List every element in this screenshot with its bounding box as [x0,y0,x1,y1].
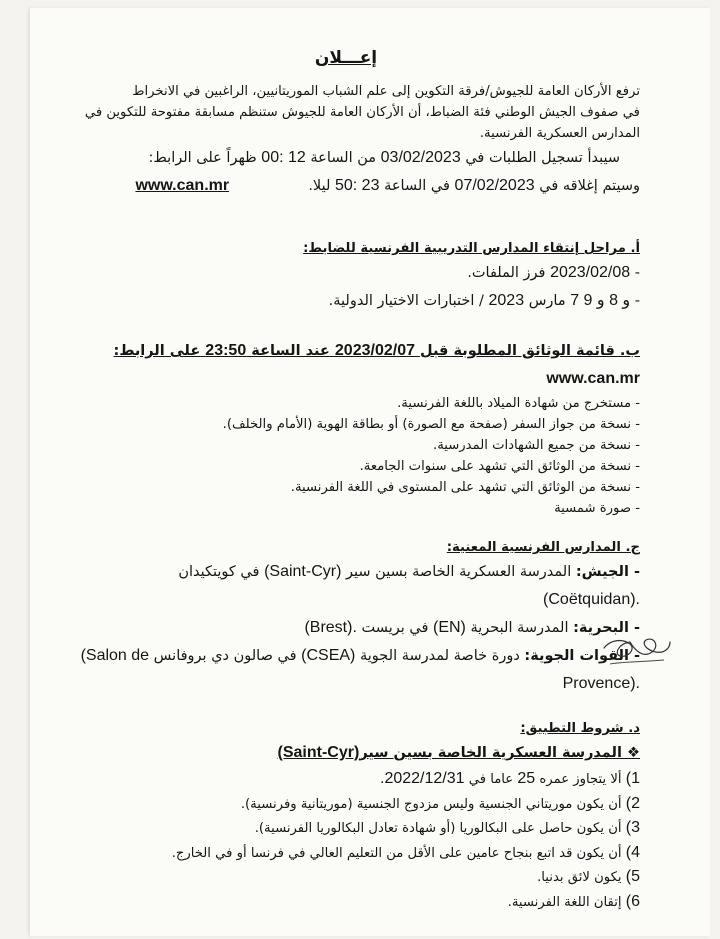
army-school [52,558,640,586]
item-text-2: عاما في [468,772,514,787]
test-description: / اختبارات الاختيار الدولية. [328,293,484,309]
army-place-latin: (Coëtquidan). [543,591,640,608]
section-c [52,537,640,698]
list-item [52,841,640,866]
section-c-heading: ج. المدارس الفرنسية المعنية: [446,540,640,555]
sorting-date: 2023/02/08 [550,264,631,281]
section-b [52,337,640,519]
army-label: - الجيش: [575,564,640,580]
registration-close [52,172,640,200]
navy-school [52,614,640,642]
air-latin: (CSEA) [301,647,356,664]
handwritten-signature [600,622,674,674]
navy-place: في بريست [361,620,429,636]
list-item [52,865,640,890]
reg-close-prefix: وسيتم إغلاقه في [539,178,640,194]
reg-close-time: 50: 23 [334,177,380,194]
air-label: - القوات الجوية: [524,648,640,664]
section-b-heading [52,337,640,365]
reg-start-date: 03/02/2023 [380,149,461,166]
sorting-text: فرز الملفات. [467,265,546,281]
reg-close-date: 07/02/2023 [454,177,535,194]
air-text: دورة خاصة لمدرسة الجوية [359,648,520,664]
registration-link[interactable]: www.can.mr [135,177,230,194]
item-text: أن يكون حاصل على البكالوريا (أو شهادة تعادل البكالوريا الفرنسية). [254,821,622,836]
list-item: - نسخة من الوثائق التي تشهد على المستوى في اللغة الفرنسية. [290,480,640,495]
section-a-heading: أ. مراحل إنتقاء المدارس التدريبية الفرنسية للضابط: [303,241,640,256]
item-number: 2) [625,794,640,812]
item-text: أن يكون موريتاني الجنسية وليس مزدوج الجنسية (موريتانية وفرنسية). [240,796,622,812]
army-text: المدرسة العسكرية الخاصة بسين سير [346,564,572,580]
intro-line-1: ترفع الأركان العامة للجيوش/فرقة التكوين إلى علم الشباب الموريتانيين، الراغبين في الانخراط [132,84,640,99]
item-number: 3) [625,819,640,836]
navy-place-latin: (Brest). [304,619,357,636]
reg-start-prefix: سيبدأ تسجيل الطلبات في [465,150,620,166]
sub-latin: (Saint-Cyr) [277,744,360,761]
test-days: 7 و 8 و 9 [570,292,631,309]
item-text: ألا يتجاوز عمره [539,772,622,787]
intro-line-2: في صفوف الجيش الوطني فئة الضباط، أن الأركان العامة للجيوش ستنظم مسابقة مفتوحة للتكوين في [84,105,640,120]
list-item: - نسخة من الوثائق التي تشهد على سنوات الجامعة. [359,459,640,474]
list-item [52,816,640,841]
page-title: إعـــلان [314,48,378,68]
army-place: في كويتكيدان [178,564,260,580]
reg-start-time: 00: 12 [261,149,306,166]
section-d-subheading [52,739,640,767]
item-number: 5) [625,868,640,885]
docs-heading-mid: عند الساعة [251,343,330,359]
section-d [52,718,640,914]
air-place: في صالون دي بروفانس [153,648,297,664]
age-date: 2022/12/31. [379,770,465,787]
docs-heading-prefix: ب. قائمة الوثائق المطلوبة قبل [420,343,640,359]
section-a [52,238,640,315]
item-text: إتقان اللغة الفرنسية. [507,894,622,910]
intro-paragraph [52,81,640,200]
reg-close-suffix: ليلا. [308,178,331,194]
item-text: يكون لائق بدنيا. [537,870,622,885]
documents-link[interactable]: www.can.mr [546,370,640,387]
list-item: - 7 و 8 و 9 مارس 2023 / اختبارات الاختيار الدولية. [328,292,640,309]
item-number: 4) [625,843,640,861]
item-number: 6) [625,892,640,910]
navy-text: المدرسة البحرية [470,620,569,636]
list-item [52,890,640,915]
reg-close-mid: في الساعة [384,178,450,194]
list-item: - صورة شمسية [554,501,640,516]
reg-start-mid: من الساعة [310,150,377,166]
air-place-latin-1: (Salon de [80,647,150,664]
reg-start-suffix: ظهراً على الرابط: [148,150,257,166]
item-text: أن يكون قد اتبع بنجاح عامين على الأقل من التعليم العالي في فرنسا أو في الخارج. [171,845,622,861]
list-item: - نسخة من جواز السفر (صفحة مع الصورة) أو بطاقة الهوية (الأمام والخلف). [222,417,640,432]
age-limit: 25 [517,770,536,787]
section-d-heading: د. شروط التطبيق: [520,721,640,736]
list-item [52,792,640,817]
test-month: مارس [528,293,566,309]
list-item [52,767,640,792]
list-item: - نسخة من جميع الشهادات المدرسية. [433,438,640,453]
air-place-latin-2: Provence). [562,675,640,692]
docs-deadline-date: 2023/02/07 [334,342,415,359]
docs-heading-suffix: على الرابط: [113,343,201,359]
item-number: 1) [625,770,640,787]
air-school [52,642,640,670]
intro-line-3: المدارس العسكرية الفرنسية. [479,126,640,141]
announcement-body [52,48,640,914]
list-item: - 2023/02/08 فرز الملفات. [467,264,640,281]
registration-start [52,144,640,172]
navy-latin: (EN) [433,619,466,636]
navy-label: - البحرية: [573,620,640,636]
docs-deadline-time: 23:50 [205,342,247,359]
army-latin: (Saint-Cyr) [264,563,342,580]
test-year: 2023 [488,292,525,309]
sub-prefix: ❖ المدرسة العسكرية الخاصة بسين سير [359,745,640,761]
list-item: - مستخرج من شهادة الميلاد باللغة الفرنسية. [397,396,640,411]
